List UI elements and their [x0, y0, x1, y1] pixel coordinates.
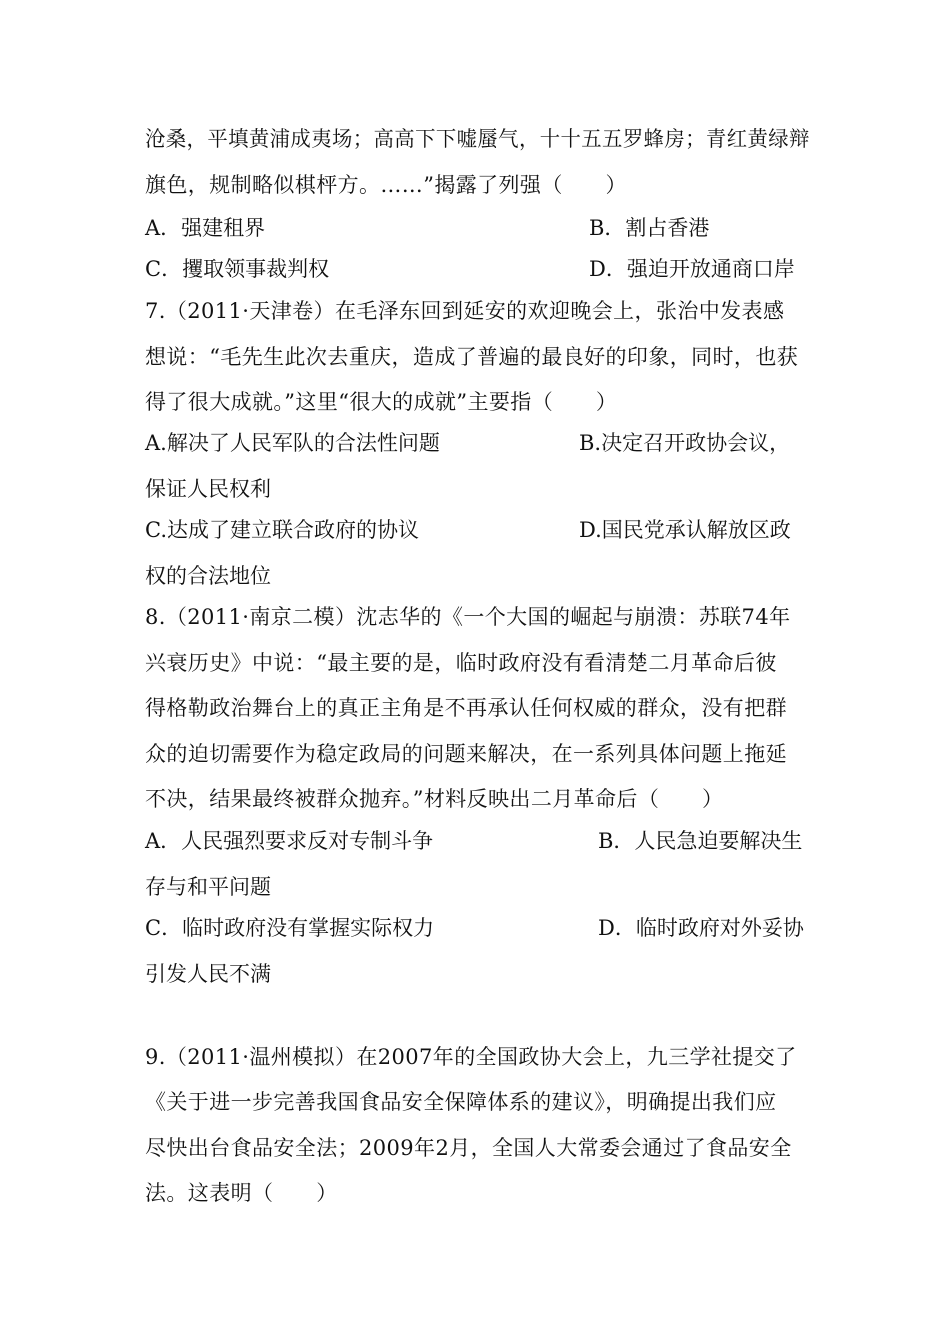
q7-option-b-continued: 保证人民权利 [145, 477, 271, 501]
q8-line-5: 不决，结果最终被群众抛弃。”材料反映出二月革命后（ ） [145, 787, 724, 811]
q8-line-2: 兴衰历史》中说：“最主要的是，临时政府没有看清楚二月革命后彼 [145, 651, 777, 675]
q6-option-b: B．割占香港 [589, 216, 710, 240]
q7-line-3: 得了很大成就。”这里“很大的成就”主要指（ ） [145, 390, 618, 414]
q9-line-2: 《关于进一步完善我国食品安全保障体系的建议》，明确提出我们应 [145, 1090, 777, 1114]
q7-option-a: A.解决了人民军队的合法性问题 [145, 431, 440, 455]
q9-line-4: 法。这表明（ ） [145, 1181, 338, 1205]
q7-option-d-continued: 权的合法地位 [145, 564, 271, 588]
q7-option-b: B.决定召开政协会议， [579, 431, 791, 455]
q6-option-a: A．强建租界 [145, 216, 266, 240]
q8-option-d: D．临时政府对外妥协 [598, 916, 804, 940]
q8-line-3: 得格勒政治舞台上的真正主角是不再承认任何权威的群众，没有把群 [145, 696, 787, 720]
q8-line-1: 8.（2011·南京二模）沈志华的《一个大国的崛起与崩溃：苏联74年 [145, 605, 791, 629]
q8-line-4: 众的迫切需要作为稳定政局的问题来解决，在一系列具体问题上拖延 [145, 742, 787, 766]
q7-option-c: C.达成了建立联合政府的协议 [145, 518, 419, 542]
q6-option-c: C．攫取领事裁判权 [145, 257, 330, 281]
q9-line-1: 9.（2011·温州模拟）在2007年的全国政协大会上，九三学社提交了 [145, 1045, 797, 1069]
q6-line-1: 沧桑，平填黄浦成夷场；高高下下嘘蜃气，十十五五罗蜂房；青红黄绿辩 [145, 127, 810, 151]
q8-option-a: A．人民强烈要求反对专制斗争 [145, 829, 434, 853]
q7-option-d: D.国民党承认解放区政 [579, 518, 791, 542]
q7-line-1: 7.（2011·天津卷）在毛泽东回到延安的欢迎晚会上，张治中发表感 [145, 299, 785, 323]
q8-option-c: C．临时政府没有掌握实际权力 [145, 916, 435, 940]
q8-option-b-continued: 存与和平问题 [145, 875, 271, 899]
q6-option-d: D．强迫开放通商口岸 [589, 257, 795, 281]
q9-line-3: 尽快出台食品安全法；2009年2月，全国人大常委会通过了食品安全 [145, 1136, 792, 1160]
q7-line-2: 想说：“毛先生此次去重庆，造成了普遍的最良好的印象，同时，也获 [145, 345, 799, 369]
q8-option-b: B．人民急迫要解决生 [598, 829, 803, 853]
q6-line-2: 旗色，规制略似棋枰方。……”揭露了列强（ ） [145, 173, 627, 197]
q8-option-d-continued: 引发人民不满 [145, 962, 271, 986]
